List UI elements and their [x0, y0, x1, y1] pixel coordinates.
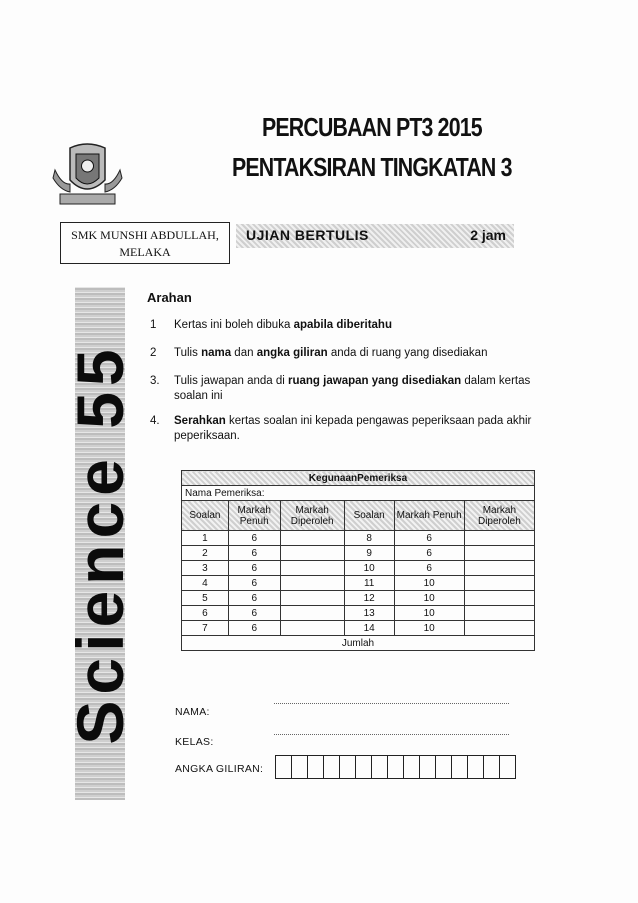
- instructions-heading: Arahan: [147, 290, 192, 305]
- full-mark: 6: [228, 576, 280, 591]
- instruction-text: anda di ruang yang disediakan: [327, 347, 488, 359]
- header-markah-penuh: Markah Penuh: [394, 501, 464, 531]
- index-number-boxes: [275, 755, 515, 779]
- digit-box[interactable]: [355, 755, 372, 779]
- question-number: 3: [182, 561, 229, 576]
- question-number: 5: [182, 591, 229, 606]
- obtained-mark[interactable]: [280, 531, 344, 546]
- question-number: 12: [344, 591, 394, 606]
- instruction-number: 3.: [150, 375, 160, 387]
- digit-box[interactable]: [307, 755, 324, 779]
- obtained-mark[interactable]: [280, 606, 344, 621]
- question-number: 10: [344, 561, 394, 576]
- instruction-text: dan: [231, 347, 257, 359]
- full-mark: 6: [394, 531, 464, 546]
- header-soalan: Soalan: [182, 501, 229, 531]
- instruction-item: [150, 318, 564, 333]
- instruction-item: [150, 414, 564, 444]
- question-number: 6: [182, 606, 229, 621]
- instruction-text: Kertas ini boleh dibuka: [174, 319, 294, 331]
- header-soalan: Soalan: [344, 501, 394, 531]
- exam-duration: 2 jam: [470, 227, 506, 243]
- school-location: MELAKA: [119, 245, 171, 259]
- digit-box[interactable]: [403, 755, 420, 779]
- question-number: 14: [344, 621, 394, 636]
- full-mark: 6: [394, 561, 464, 576]
- question-number: 7: [182, 621, 229, 636]
- obtained-mark[interactable]: [280, 591, 344, 606]
- full-mark: 6: [228, 531, 280, 546]
- examiner-name-label: Nama Pemeriksa:: [182, 486, 535, 501]
- index-number-label: ANGKA GILIRAN:: [175, 763, 264, 775]
- exam-banner: [236, 224, 514, 248]
- digit-box[interactable]: [435, 755, 452, 779]
- table-title: KegunaanPemeriksa: [182, 471, 535, 486]
- full-mark: 6: [394, 546, 464, 561]
- obtained-mark[interactable]: [464, 531, 534, 546]
- table-row: [182, 591, 535, 606]
- full-mark: 6: [228, 621, 280, 636]
- question-number: 1: [182, 531, 229, 546]
- question-number: 2: [182, 546, 229, 561]
- obtained-mark[interactable]: [280, 621, 344, 636]
- instruction-item: [150, 346, 564, 361]
- digit-box[interactable]: [483, 755, 500, 779]
- table-row: [182, 561, 535, 576]
- instruction-item: [150, 374, 564, 404]
- instruction-text: dalam kertas soalan ini: [174, 375, 531, 402]
- instruction-text: Tulis jawapan anda di: [174, 375, 289, 387]
- name-field[interactable]: [274, 702, 509, 704]
- total-label: Jumlah: [182, 636, 535, 651]
- header-markah-diperoleh: Markah Diperoleh: [464, 501, 534, 531]
- digit-box[interactable]: [339, 755, 356, 779]
- digit-box[interactable]: [275, 755, 292, 779]
- table-row: [182, 531, 535, 546]
- obtained-mark[interactable]: [464, 546, 534, 561]
- full-mark: 10: [394, 576, 464, 591]
- instruction-bold: apabila diberitahu: [293, 319, 392, 331]
- header-markah-penuh: Markah Penuh: [228, 501, 280, 531]
- digit-box[interactable]: [387, 755, 404, 779]
- table-row: [182, 576, 535, 591]
- full-mark: 6: [228, 591, 280, 606]
- full-mark: 6: [228, 546, 280, 561]
- table-row: [182, 546, 535, 561]
- digit-box[interactable]: [323, 755, 340, 779]
- page-subtitle: PENTAKSIRAN TINGKATAN 3: [232, 152, 512, 182]
- digit-box[interactable]: [467, 755, 484, 779]
- instruction-bold: angka giliran: [256, 347, 328, 359]
- obtained-mark[interactable]: [464, 621, 534, 636]
- obtained-mark[interactable]: [280, 546, 344, 561]
- school-name-box: [60, 222, 230, 264]
- instruction-number: 1: [150, 319, 157, 331]
- subject-band: [63, 287, 137, 800]
- table-row: [182, 621, 535, 636]
- digit-box[interactable]: [451, 755, 468, 779]
- obtained-mark[interactable]: [280, 561, 344, 576]
- instruction-text: kertas soalan ini kepada pengawas peperiksaan pada akhir peperiksaan.: [174, 415, 532, 442]
- full-mark: 10: [394, 621, 464, 636]
- school-crest-icon: [50, 140, 125, 210]
- question-number: 4: [182, 576, 229, 591]
- digit-box[interactable]: [419, 755, 436, 779]
- table-row: [182, 606, 535, 621]
- page-title: PERCUBAAN PT3 2015: [262, 112, 482, 142]
- digit-box[interactable]: [371, 755, 388, 779]
- exam-type: UJIAN BERTULIS: [246, 227, 369, 243]
- header-markah-diperoleh: Markah Diperoleh: [280, 501, 344, 531]
- examiner-table: [181, 470, 535, 651]
- school-name: SMK MUNSHI ABDULLAH,: [71, 228, 219, 242]
- subject-label: Science 55: [63, 342, 137, 745]
- obtained-mark[interactable]: [280, 576, 344, 591]
- instruction-bold: ruang jawapan yang disediakan: [288, 375, 462, 387]
- question-number: 13: [344, 606, 394, 621]
- instruction-number: 4.: [150, 415, 160, 427]
- instruction-bold: Serahkan: [174, 415, 226, 427]
- obtained-mark[interactable]: [464, 606, 534, 621]
- full-mark: 10: [394, 591, 464, 606]
- question-number: 11: [344, 576, 394, 591]
- full-mark: 6: [228, 606, 280, 621]
- name-label: NAMA:: [175, 706, 210, 718]
- question-number: 9: [344, 546, 394, 561]
- instruction-bold: nama: [201, 347, 232, 359]
- class-field[interactable]: [274, 733, 509, 735]
- obtained-mark[interactable]: [464, 591, 534, 606]
- digit-box[interactable]: [291, 755, 308, 779]
- full-mark: 6: [228, 561, 280, 576]
- obtained-mark[interactable]: [464, 576, 534, 591]
- obtained-mark[interactable]: [464, 561, 534, 576]
- instruction-number: 2: [150, 347, 157, 359]
- question-number: 8: [344, 531, 394, 546]
- class-label: KELAS:: [175, 736, 214, 748]
- instruction-text: Tulis: [174, 347, 202, 359]
- full-mark: 10: [394, 606, 464, 621]
- digit-box[interactable]: [499, 755, 516, 779]
